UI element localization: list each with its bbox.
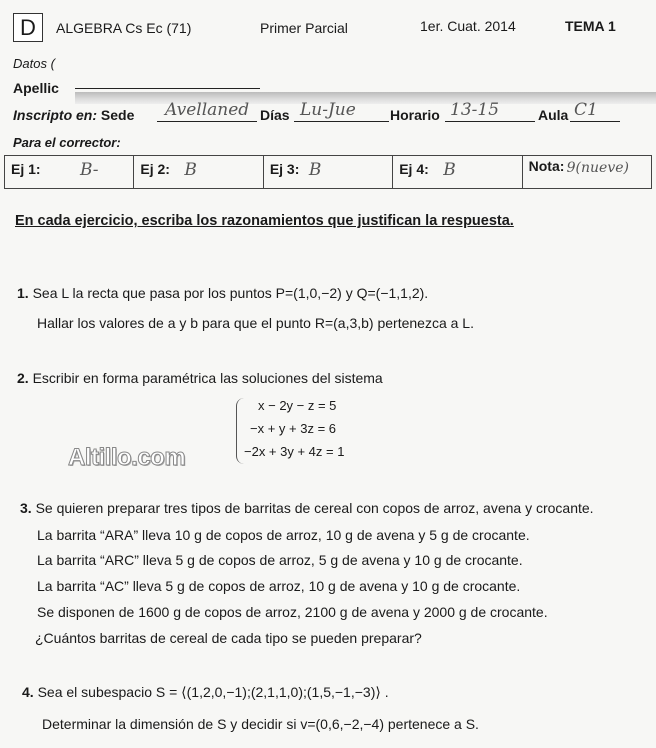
horario-line <box>445 121 535 122</box>
tema-label: TEMA 1 <box>565 18 616 34</box>
dias-value: Lu-Jue <box>300 100 356 120</box>
grade-value: B <box>184 160 197 180</box>
grade-value: B <box>443 160 456 180</box>
grade-value: B- <box>80 160 99 180</box>
question-text: Sea el subespacio S = ⟨(1,2,0,−1);(2,1,1,0);(1,5,−1,−3)⟩ . <box>37 684 389 700</box>
question-number: 3. <box>20 500 32 516</box>
grade-label: Ej 4: <box>399 161 429 177</box>
scan-shadow <box>75 92 656 104</box>
aula-value: C1 <box>574 100 598 120</box>
aula-line <box>570 121 620 122</box>
inscripto-label: Inscripto en: <box>13 107 98 123</box>
sede-label: Sede <box>100 107 135 123</box>
aula-label: Aula <box>538 107 569 123</box>
grade-cell-ej4 <box>393 156 522 188</box>
exam-period: 1er. Cuat. 2014 <box>420 18 516 34</box>
horario-label: Horario <box>390 107 440 123</box>
course-title: ALGEBRA Cs Ec (71) <box>56 20 192 36</box>
grade-label: Nota: <box>528 158 565 174</box>
question-text: Se quieren preparar tres tipos de barritas de cereal con copos de arroz, avena y crocante. <box>35 500 594 516</box>
equation-1: x − 2y − z = 5 <box>258 398 337 413</box>
inscripto-row <box>13 107 134 123</box>
question-text: Escribir en forma paramétrica las soluciones del sistema <box>32 370 383 386</box>
grades-table <box>4 155 652 189</box>
grade-cell-ej3 <box>264 156 393 188</box>
question-2 <box>17 370 383 386</box>
grade-cell-ej2 <box>134 156 263 188</box>
grade-cell-nota <box>523 156 651 188</box>
question-1 <box>17 285 428 301</box>
grade-value: 9(nueve) <box>566 160 629 176</box>
apellido-line <box>75 88 260 89</box>
altillo-watermark: Altillo.com <box>68 444 186 471</box>
datos-label: Datos ( <box>13 56 55 71</box>
exam-title: Primer Parcial <box>260 20 348 36</box>
equation-3: −2x + 3y + 4z = 1 <box>244 444 345 459</box>
sede-value: Avellaned <box>165 100 250 120</box>
question-3-line: La barrita “ARA” lleva 10 g de copos de arroz, 10 g de avena y 5 g de crocante. <box>37 527 530 543</box>
question-3-line: Se disponen de 1600 g de copos de arroz, 2100 g de avena y 2000 g de crocante. <box>37 604 548 620</box>
sede-line <box>157 121 257 122</box>
question-number: 1. <box>17 285 29 301</box>
grade-value: B <box>308 160 322 180</box>
question-number: 2. <box>17 370 29 386</box>
question-number: 4. <box>22 684 34 700</box>
question-3 <box>20 500 594 516</box>
grade-cell-ej1 <box>5 156 134 188</box>
question-3-line: ¿Cuántos barritas de cereal de cada tipo se pueden preparar? <box>35 630 422 646</box>
question-text: Sea L la recta que pasa por los puntos P=(1,0,−2) y Q=(−1,1,2). <box>32 285 429 301</box>
grade-label: Ej 3: <box>269 161 300 177</box>
grade-label: Ej 2: <box>140 161 170 177</box>
dias-line <box>294 121 389 122</box>
question-3-line: La barrita “ARC” lleva 5 g de copos de arroz, 5 g de avena y 10 g de crocante. <box>37 552 523 568</box>
dias-label: Días <box>260 107 290 123</box>
corrector-label: Para el corrector: <box>13 135 121 150</box>
tema-letter-box: D <box>13 13 43 42</box>
question-4-line2: Determinar la dimensión de S y decidir si v=(0,6,−2,−4) pertenece a S. <box>42 716 479 732</box>
question-4 <box>22 684 389 701</box>
grade-label: Ej 1: <box>11 161 41 177</box>
equation-2: −x + y + 3z = 6 <box>250 421 336 436</box>
apellido-label: Apellic <box>13 80 59 96</box>
question-1-line2: Hallar los valores de a y b para que el punto R=(a,3,b) pertenezca a L. <box>37 315 474 331</box>
instructions-heading: En cada ejercicio, escriba los razonamientos que justifican la respuesta. <box>15 213 514 229</box>
question-3-line: La barrita “AC” lleva 5 g de copos de arroz, 10 g de avena y 10 g de crocante. <box>37 578 521 594</box>
horario-value: 13-15 <box>450 100 500 120</box>
